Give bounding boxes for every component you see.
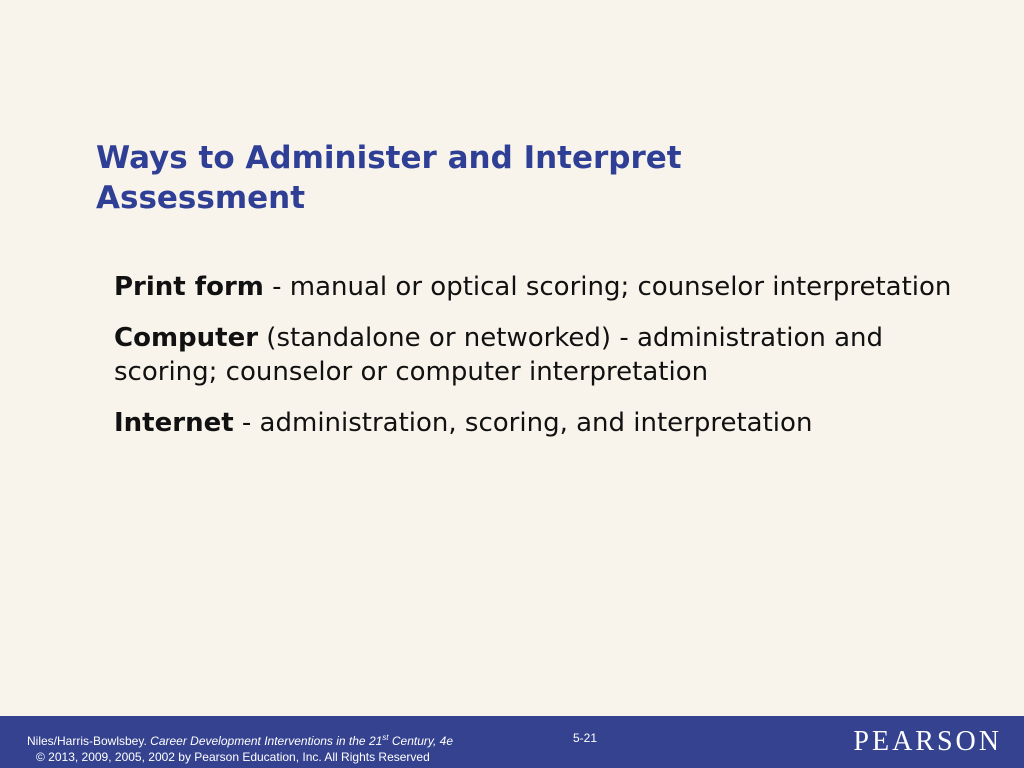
footer-copyright: © 2013, 2009, 2005, 2002 by Pearson Education, Inc. All Rights Reserved [36,750,430,764]
term-internet: Internet [114,408,234,438]
footer-bar [0,716,1024,768]
pearson-logo: PEARSON [853,726,1002,757]
list-item-internet [114,406,984,440]
page-number: 5-21 [573,731,598,745]
assessment-methods-list [114,270,984,457]
list-item-computer [114,321,984,389]
slide-title: Ways to Administer and Interpret Assessment [96,140,682,216]
book-title-superscript: st [382,733,389,742]
term-computer: Computer [114,323,259,353]
term-print-form: Print form [114,272,264,302]
footer-book-title [150,734,453,748]
description-computer: (standalone or networked) - administration and scoring; counselor or computer interpretation [114,323,884,387]
footer-authors: Niles/Harris-Bowlsbey. [27,734,147,748]
footer-credit [27,733,453,749]
book-title-text: Career Development Interventions in the 21 [150,734,383,748]
book-title-edition: Century, 4e [388,734,454,748]
description-internet: - administration, scoring, and interpretation [233,408,813,438]
description-print-form: - manual or optical scoring; counselor interpretation [263,272,952,302]
list-item-print-form [114,270,984,304]
